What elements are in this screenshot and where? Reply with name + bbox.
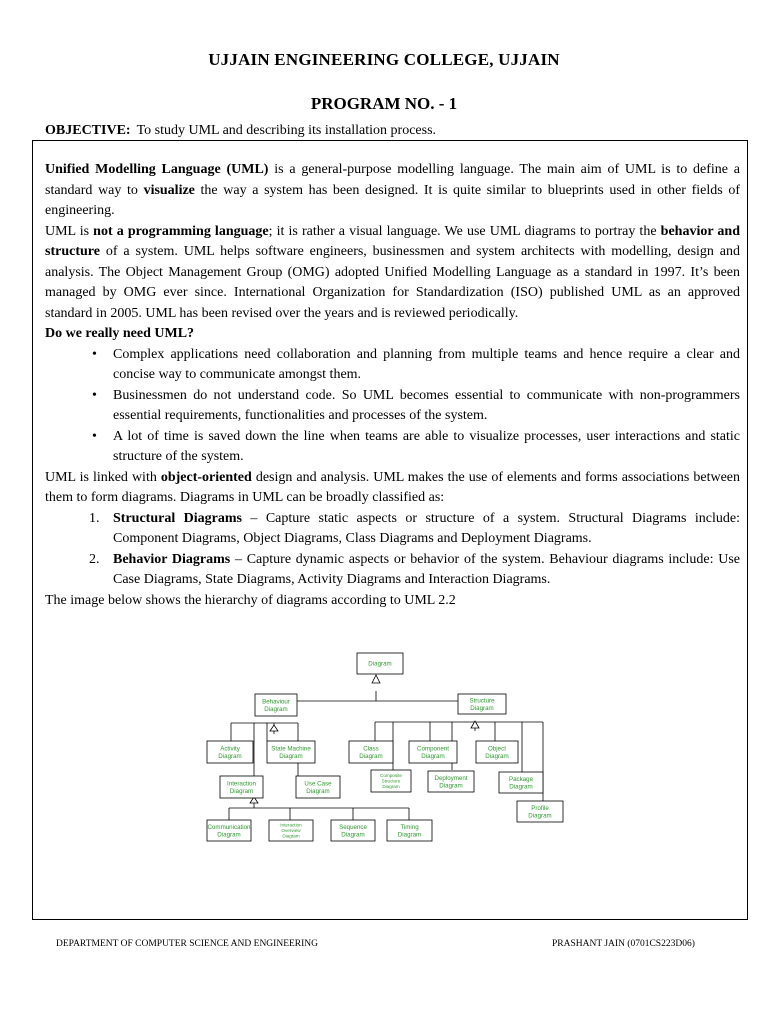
visualize-term: visualize [143, 182, 195, 198]
diagram-node-structure [458, 694, 506, 714]
oo-text: UML is linked with [45, 469, 161, 485]
footer-author: PRASHANT JAIN (0701CS223D06) [552, 939, 695, 949]
section-heading-need-uml: Do we really need UML? [45, 326, 195, 341]
intro-text: the way a system has been designed. It is quite similar to blueprints used in other fields of engineering. [45, 182, 740, 218]
oo-term: object-oriented [160, 469, 252, 485]
diagram-node-label: Behaviour [262, 698, 290, 706]
college-name: UJJAIN ENGINEERING COLLEGE, UJJAIN [208, 50, 560, 69]
diagram-node-label: Structure [381, 778, 401, 784]
diagram-node-label: Interaction [280, 822, 302, 828]
diagram-node-label: Diagram [264, 705, 288, 713]
intro-text: is a general-purpose modelling language. The main aim of UML is to define a standard way to [45, 162, 740, 198]
list-text: – Capture dynamic aspects or behavior of the system. Behaviour diagrams include: Use Case Diagrams, State Diagrams, Activity Diagrams and Interaction Diagrams. [113, 551, 740, 587]
diagram-node-label: Profile [531, 805, 549, 813]
intro-text: of a system. UML helps software engineers, businessmen and system architects with modelling, design and analysis. The Object Management Group (OMG) adopted Unified Modelling Language as a standard in 1997. It’s been managed by OMG ever since. International Organization for Standardization (ISO) published UML as an approved standard in 2005. UML has been revised over the years and is reviewed periodically. [45, 244, 740, 321]
diagram-node-communication [207, 820, 251, 841]
diagram-node-label: Diagram [359, 752, 383, 760]
diagram-node-label: Class [363, 745, 379, 753]
objective-label: OBJECTIVE: [45, 123, 131, 138]
list-item: • A lot of time is saved down the line when teams are able to visualize processes, user interactions and static structure of the system. [113, 427, 740, 468]
diagram-node-class [349, 741, 393, 763]
diagram-node-label: Structure [469, 697, 495, 705]
diagram-node-label: Diagram [217, 831, 241, 839]
diagram-node-behaviour [255, 694, 297, 716]
list-item [89, 509, 740, 550]
structural-term: Structural Diagrams [113, 510, 242, 526]
diagram-node-component [409, 741, 457, 763]
diagram-node-label: Interaction [227, 780, 256, 788]
diagram-node-timing [387, 820, 432, 841]
diagram-node-label: Overview [281, 828, 301, 834]
diagram-node-deployment [428, 771, 474, 792]
program-number: PROGRAM NO. - 1 [310, 94, 458, 113]
diagram-node-root [357, 653, 403, 674]
diagram-node-interaction-overview [269, 820, 313, 841]
diagram-node-label: Diagram [229, 787, 254, 795]
footer-department: DEPARTMENT OF COMPUTER SCIENCE AND ENGINEERING [56, 939, 319, 949]
diagram-node-label: Diagram [485, 752, 509, 760]
oo-paragraph [45, 468, 740, 509]
objective-line [45, 123, 436, 139]
diagram-node-label: Timing [400, 824, 419, 832]
diagram-node-interaction [220, 776, 263, 798]
diagram-node-label: Diagram [282, 833, 300, 839]
diagram-node-label: Communication [207, 824, 251, 832]
diagram-node-package [499, 772, 543, 793]
uml-hierarchy-svg [195, 648, 565, 848]
diagram-node-use-case [296, 776, 340, 798]
diagram-node-label: Diagram [509, 783, 533, 791]
diagram-node-label: Component [417, 745, 449, 753]
diagram-node-state-machine [267, 741, 315, 763]
diagram-node-label: Diagram [421, 752, 445, 760]
intro-text: ; it is rather a visual language. We use UML diagrams to portray the [268, 223, 661, 239]
intro-text: UML is [45, 223, 94, 239]
image-caption: The image below shows the hierarchy of diagrams according to UML 2.2 [45, 592, 456, 608]
document-body [45, 160, 740, 611]
diagram-node-label: State Machine [271, 745, 311, 753]
diagram-node-label: Package [508, 776, 534, 784]
diagram-node-profile [517, 801, 563, 822]
behavior-structure-term: behavior and structure [45, 223, 740, 259]
diagram-node-label: Sequence [339, 824, 367, 832]
diagram-node-label: Deployment [434, 775, 468, 783]
not-programming-term: not a programming language [93, 223, 269, 239]
uml-term: Unified Modelling Language (UML) [45, 162, 269, 177]
diagram-node-label: Diagram [306, 787, 330, 795]
diagram-node-label: Diagram [528, 812, 552, 820]
list-number: 1. [89, 510, 100, 526]
oo-text: design and analysis. UML makes the use of elements and forms associations between them to form diagrams. Diagrams in UML can be broadly classified as: [45, 469, 740, 505]
diagram-node-label: Composite [380, 773, 402, 779]
uml-hierarchy-diagram [195, 648, 565, 848]
intro-paragraph-1 [45, 160, 740, 222]
diagram-node-label: Use Case [304, 780, 332, 788]
need-uml-list [45, 345, 740, 468]
diagram-node-activity [207, 741, 253, 763]
diagram-node-label: Object [488, 745, 506, 753]
diagram-node-label: Diagram [368, 660, 392, 668]
diagram-node-label: Diagram [341, 831, 365, 839]
diagram-node-label: Activity [220, 745, 240, 753]
diagram-node-label: Diagram [382, 784, 400, 790]
diagram-node-object [476, 741, 518, 763]
list-text: – Capture static aspects or structure of a system. Structural Diagrams include: Component Diagrams, Object Diagrams, Class Diagrams and Deployment Diagrams. [113, 510, 740, 546]
list-item: • Complex applications need collaboration and planning from multiple teams and hence require a clear and concise way to communicate amongst them. [113, 345, 740, 386]
diagram-types-list [45, 509, 740, 591]
list-item [89, 550, 740, 591]
diagram-node-label: Diagram [397, 831, 422, 839]
behavior-term: Behavior Diagrams [113, 551, 231, 567]
diagram-node-label: Diagram [218, 752, 242, 760]
list-item: • Businessmen do not understand code. So UML becomes essential to communicate with non-programmers essential requirements, functionalities and processes of the system. [113, 386, 740, 427]
intro-paragraph-2 [45, 222, 740, 325]
list-number: 2. [89, 551, 100, 567]
diagram-node-label: Diagram [439, 782, 463, 790]
objective-text: To study UML and describing its installation process. [136, 123, 437, 138]
diagram-node-sequence [331, 820, 375, 841]
diagram-node-label: Diagram [279, 752, 303, 760]
diagram-node-label: Diagram [470, 704, 494, 712]
diagram-node-composite-structure [371, 770, 411, 792]
